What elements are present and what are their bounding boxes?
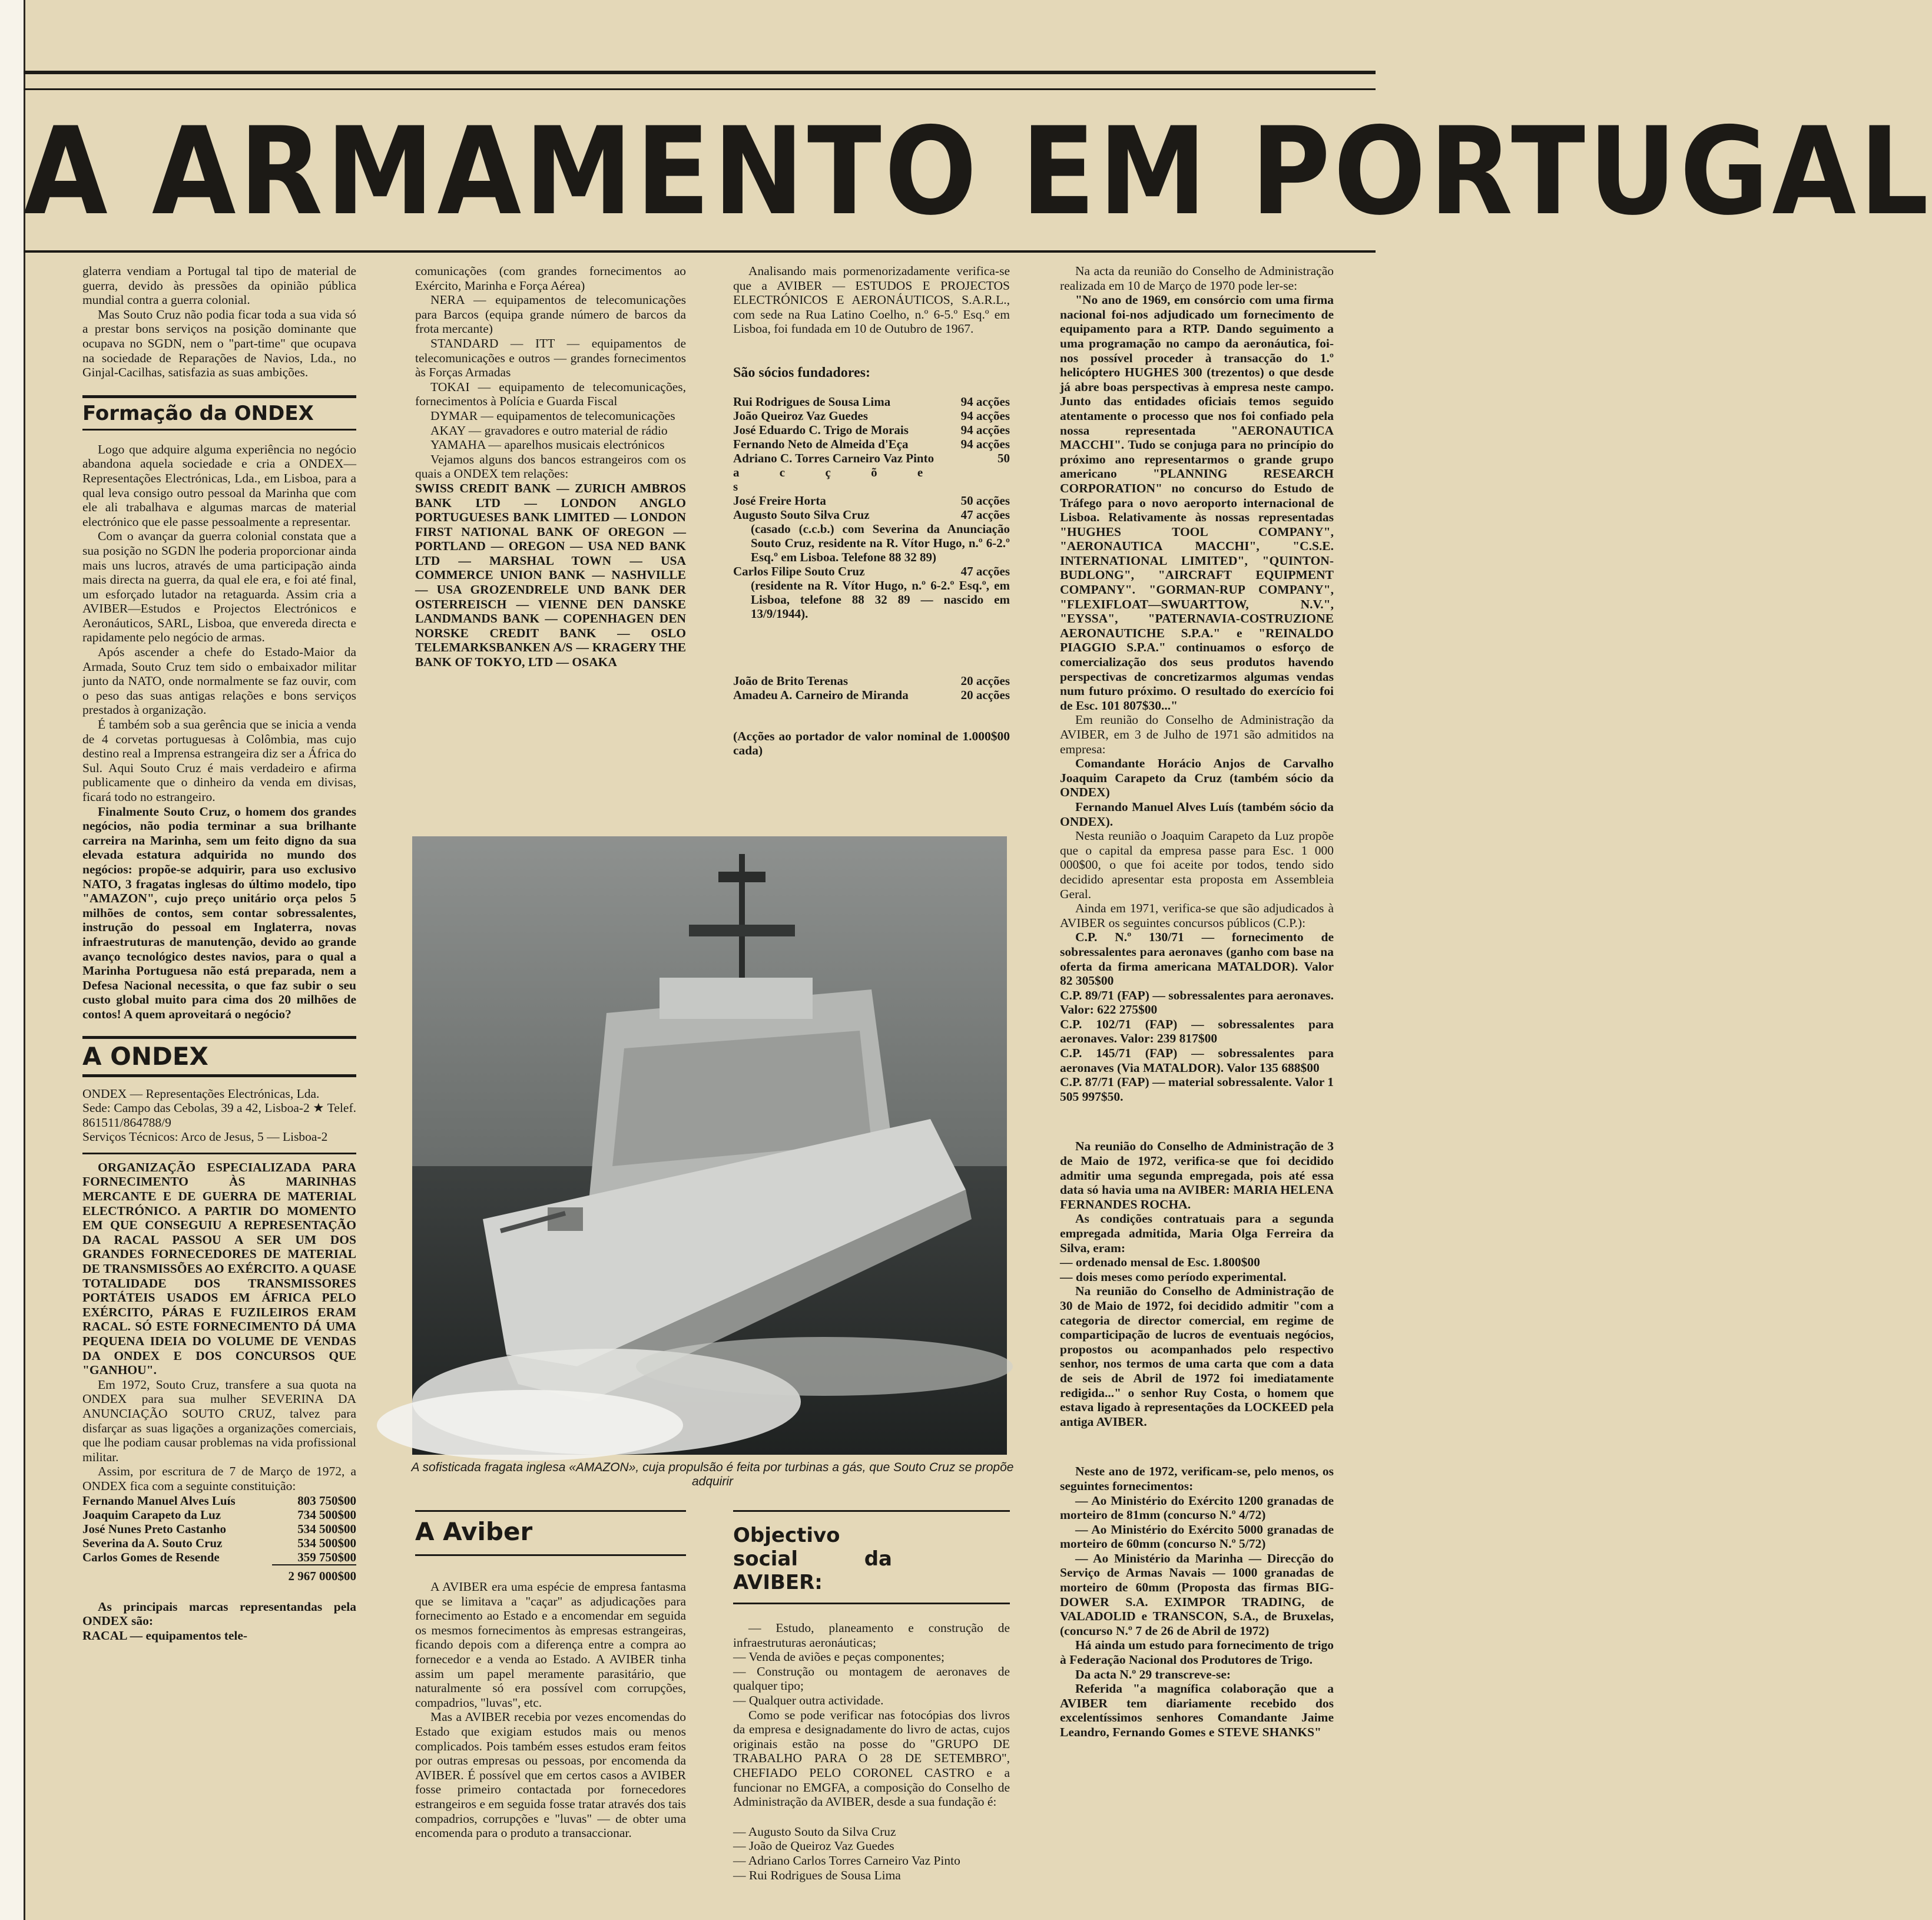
col1-para: Após ascender a chefe do Estado-Maior da Armada, Souto Cruz tem sido o embaixador militar junto da NATO, onde normalmente se faz ouvir, com o peso das suas antigas relações e bons serviços prestados à organização. [82,645,356,717]
col4-para: Nesta reunião o Joaquim Carapeto da Luz propõe que o capital da empresa passe para Esc. 1 000 000$00, o que foi aceite por todos, tendo sido decidido apresentar esta proposta em Assembleia Geral. [1060,829,1334,901]
founder-shares: 94 acções [960,436,1010,451]
founder-shares: 50 acções [960,493,1010,508]
divider [82,1153,356,1154]
column-2 [415,264,686,794]
table-row [82,1508,356,1522]
table-row [733,451,1010,465]
ondex-caps-block: ORGANIZAÇÃO ESPECIALIZADA PARA FORNECIMENTO ÀS MARINHAS MERCANTE E DE GUERRA DE MATERIAL ELECTRÓNICO. A PARTIR DO MOMENTO EM QUE CONSEGUIU A REPRESENTAÇÃO DA RACAL PASSOU A SER UM DOS GRANDES FORNECEDORES DE MATERIAL DE TRANSMISSÕES AO EXÉRCITO. A QUASE TOTALIDADE DOS TRANSMISSORES PORTÁTEIS USADOS EM ÁFRICA PELO EXÉRCITO, PÁRAS E FUZILEIROS ERAM RACAL. SÓ ESTE FORNECIMENTO DÁ UMA PEQUENA IDEIA DO VOLUME DE VENDAS DA ONDEX E DOS CONCURSOS QUE "GANHOU". [82,1160,356,1378]
col4-para: Na reunião do Conselho de Administração de 3 de Maio de 1972, verifica-se que foi decidido admitir uma segunda empregada, pois até essa data só havia uma na AVIBER: MARIA HELENA FERNANDES ROCHA. [1060,1139,1334,1211]
founder-shares [939,465,1010,494]
founder-shares: 20 acções [960,687,1010,702]
objectivo-item: — Qualquer outra actividade. [733,1693,884,1707]
founder-shares: 94 acções [960,408,1010,423]
col2-line: NERA — equipamentos de telecomunicações para Barcos (equipa grande número de barcos da frota mercante) [415,293,686,336]
objectivo-item: — Venda de aviões e peças componentes; [733,1650,945,1664]
founder-shares: 50 [998,451,1010,465]
headline: A ARMAMENTO EM PORTUGAL [24,102,1932,242]
founder-shares: 47 acções [960,564,1010,578]
founder-shares: 94 acções [960,422,1010,437]
objectivo-para: Como se pode verificar nas fotocópias dos livros da empresa e designadamente do livro de actas, cujos originais estão na posse do "GRUPO DE TRABALHO PARA O 28 DE SETEMBRO", CHEFIADO PELO CORONEL CASTRO e a funcionar no EMGFA, a composição do Conselho de Administração da AVIBER, desde a sua fundação é: [733,1707,1010,1809]
divider [733,1510,1010,1512]
bank-list: SWISS CREDIT BANK — ZURICH AMBROS BANK LTD — LONDON ANGLO PORTUGUESES BANK LIMITED — LONDON FIRST NATIONAL BANK OF OREGON — PORTLAND — OREGON — USA NED BANK LTD — MARSHAL TOWN — USA COMMERCE UNION BANK — NASHVILLE — USA GROZENDRELE UND BANK DER OSTERREISCH — VIENNE DEN DANSKE LANDMANDS BANK — COPENHAGEN DEN NORSKE CREDIT BANK — OSLO TELEMARKSBANKEN A/S — KRAGERY THE BANK OF TOKYO, LTD — OSAKA [415,481,686,670]
table-row [733,409,1010,423]
section-title-ondex: A ONDEX [82,1041,208,1071]
col4-para: Fernando Manuel Alves Luís (também sócio da ONDEX). [1060,799,1334,829]
board-member: — Rui Rodrigues de Sousa Lima [733,1868,901,1882]
divider [82,429,356,431]
founder-name: Fernando Neto de Almeida d'Eça [733,436,909,451]
col2-line: AKAY — gravadores e outro material de rádio [430,423,668,438]
col4-para: Na acta da reunião do Conselho de Administração realizada em 10 de Março de 1970 pode ler-se: [1060,264,1334,293]
column-1 [82,264,356,1920]
objectivo-item: — Estudo, planeamento e construção de infraestruturas aeronáuticas; [733,1621,1010,1650]
table-row [733,494,1010,508]
top-rule [24,71,1376,74]
col4-para: Ainda em 1971, verifica-se que são adjudicados à AVIBER os seguintes concursos públicos (C.P.): [1060,901,1334,930]
col4-para: Comandante Horácio Anjos de Carvalho Joaquim Carapeto da Cruz (também sócio da ONDEX) [1060,756,1334,800]
shareholder-name: Carlos Gomes de Resende [82,1550,220,1564]
table-row [733,423,1010,437]
divider [82,1036,356,1039]
col4-para: Referida "a magnífica colaboração que a AVIBER tem diariamente recebido dos excelentíssimos senhores Comandante Jaime Leandro, Fernando Gomes e STEVE SHANKS" [1060,1681,1334,1739]
col1-para: Em 1972, Souto Cruz, transfere a sua quota na ONDEX para sua mulher SEVERINA DA ANUNCIAÇÃO SOUTO CRUZ, talvez para disfarçar as suas ligações a organizações comerciais, que lhe podiam causar problemas na vida profissional militar. [82,1377,356,1464]
table-row [733,578,1010,674]
headline-top-rule [24,88,1376,90]
shareholder-value: 803 750$00 [297,1493,356,1508]
divider [82,1074,356,1077]
table-row [733,564,1010,578]
table-row [733,395,1010,409]
shareholder-name: Severina da A. Souto Cruz [82,1535,223,1550]
frigate-photo [412,836,1007,1455]
photo-caption: A sofisticada fragata inglesa «AMAZON», cuja propulsão é feita por turbinas a gás, que Souto Cruz se propõe adquirir [411,1461,1014,1488]
headline-bottom-rule [24,250,1376,253]
col2-line: YAMAHA — aparelhos musicais electrónicos [430,438,665,452]
col4-para: Da acta N.º 29 transcreve-se: [1075,1667,1231,1681]
col1-para: Finalmente Souto Cruz, o homem dos grandes negócios, não podia terminar a sua brilhante carreira na Marinha, sem um feito digno da sua elevada estatura adquirida no mundo dos negócios: propõe-se adquirir, para uso exclusivo NATO, 3 fragatas inglesas do último modelo, tipo "AMAZON", cujo preço unitário orça pelos 5 milhões de contos, sem contar sobressalentes, instrução do pessoal em Inglaterra, novas infraestruturas de manutenção, devido ao grande avanço tecnológico destes navios, para o qual a Marinha Portuguesa não está preparada, nem a Defesa Nacional necessita, o que faz subir o seu custo global muito para cima dos 20 milhões de contos! A quem aproveitará o negócio? [82,804,356,1021]
col4-para: — ordenado mensal de Esc. 1.800$00 [1060,1255,1260,1270]
table-row [733,508,1010,522]
shareholders-total: 2 967 000$00 [272,1565,356,1583]
table-row [733,465,1010,494]
objectivo-section [733,1508,1010,1920]
founder-shares: 20 acções [960,673,1010,688]
founder-name: Augusto Souto Silva Cruz [733,507,870,522]
col2-line: TOKAI — equipamento de telecomunicações, fornecimentos à Polícia e Guarda Fiscal [415,379,686,409]
col4-para: C.P. 145/71 (FAP) — sobressalentes para aeronaves (Via MATALDOR). Valor 135 688$00 [1060,1046,1334,1075]
board-member: — Adriano Carlos Torres Carneiro Vaz Pinto [733,1853,960,1868]
board-member: — João de Queiroz Vaz Guedes [733,1839,894,1853]
section-title-aviber: A Aviber [415,1517,533,1546]
table-row [82,1522,356,1536]
col4-para: C.P. 89/71 (FAP) — sobressalentes para aeronaves. Valor: 622 275$00 [1060,988,1334,1017]
founder-note: (residente na R. Vítor Hugo, n.º 6-2.º Esq.º, em Lisboa, telefone 88 32 89 — nascido em 13/9/1944). [751,578,1010,621]
aviber-para: Mas a AVIBER recebia por vezes encomendas do Estado que exigiam estudos mais ou menos complicados. Pois também esses estudos eram feitos por outras empresas ou pessoas, por encomenda da AVIBER. É possível que em certos casos a AVIBER fosse primeiro contactada por fornecedores estrangeiros e em seguida fosse tratar através dos tais compadrios, corrupções e "luvas" — de obter uma encomenda para o produto a transaccionar. [415,1710,686,1840]
shareholder-name: José Nunes Preto Castanho [82,1521,227,1536]
col4-para: "No ano de 1969, em consórcio com uma firma nacional foi-nos adjudicado um fornecimento de equipamento para a RTP. Dando seguimento a uma programação no campo da aeronáutica, foi-nos possível proceder à transacção do 1.º helicóptero HUGHES 300 (trezentos) o que desde já abre boas perspectivas à empresa neste campo. Junto das entidades oficiais temos seguido atentamente o processo que nos foi confiado pela nossa representada "AERONAUTICA MACCHI". Tudo se conjuga para no princípio do próximo ano representarmos o grande grupo americano "PLANNING RESEARCH CORPORATION" no concurso do Estudo de Tráfego para o novo aeroporto internacional de Lisboa. Relativamente às nossas representadas "HUGHES TOOL COMPANY", "AERONAUTICA MACCHI", "C.S.E. INTERNATIONAL LIMITED", "QUINTON-BUDLONG", "AIRCRAFT EQUIPMENT COMPANY". "GORMAN-RUP COMPANY", "FLEXIFLOAT—SWUARTTOW, N.V.", "EYSSA", "PATERNAVIA-COSTRUZIONE AERONAUTICHE S.P.A." e "REINALDO PIAGGIO S.P.A." continuamos o esforço de comercialização dos seus produtos havendo perspectivas de concretizarmos algumas vendas num futuro próximo. O resultado do exercício foi de Esc. 101 807$30..." [1060,293,1334,713]
founder-name: a c ç õ e s [733,465,940,494]
founder-name: João Queiroz Vaz Guedes [733,408,868,423]
shareholder-value: 359 750$00 [297,1550,356,1564]
ondex-info-line: ONDEX — Representações Electrónicas, Lda. [82,1086,320,1101]
adjacent-page-edge [0,0,25,1920]
divider [82,395,356,398]
founder-name: Adriano C. Torres Carneiro Vaz Pinto [733,451,934,465]
col4-para: — Ao Ministério da Marinha — Direcção do Serviço de Armas Navais — 1000 granadas de morteiro de 60mm (Proposta das firmas BIG-DOWER S.A. EXIMPOR TRADING, de VALADOLID e TRANSCON, S.A., de Bruxelas, (concurso N.º 7 de 26 de Abril de 1972) [1060,1551,1334,1638]
col4-para: Em reunião do Conselho de Administração da AVIBER, em 3 de Julho de 1971 são admitidos na empresa: [1060,713,1334,756]
col4-para: C.P. N.º 130/71 — fornecimento de sobressalentes para aeronaves (ganho com base na oferta da firma americana MATALDOR). Valor 82 305$00 [1060,930,1334,988]
col4-para: Há ainda um estudo para fornecimento de trigo à Federação Nacional dos Produtores de Trigo. [1060,1638,1334,1667]
col4-para: C.P. 102/71 (FAP) — sobressalentes para aeronaves. Valor: 239 817$00 [1060,1017,1334,1046]
table-row [82,1494,356,1508]
col4-para: As condições contratuais para a segunda empregada admitida, Maria Olga Ferreira da Silva, eram: [1060,1211,1334,1255]
section-title-objectivo: Objectivo social da AVIBER: [733,1524,892,1594]
col1-para: Logo que adquire alguma experiência no negócio abandona aquela sociedade e cria a ONDEX—Representações Electrónicas, Lda., em Lisboa, para a qual leva consigo outro pessoal da Marinha que com ele ali trabalhava e algumas marcas de material electrónico que ele passe pessoalmente a representar. [82,442,356,529]
col1-intro-1: glaterra vendiam a Portugal tal tipo de material de guerra, devido às pressões da opinião pública mundial contra a guerra colonial. [82,264,356,307]
table-row [733,674,1010,688]
col4-para: — dois meses como período experimental. [1060,1269,1287,1284]
table-row [82,1536,356,1550]
socios-title: São sócios fundadores: [733,365,870,380]
col1-intro-2: Mas Souto Cruz não podia ficar toda a sua vida só a prestar bons serviços na posição dominante que ocupava no SGDN, nem o "part-time" que ocupava na sociedade de Reparações de Navios, Lda., no Ginjal-Cacilhas, satisfazia as suas ambições. [82,307,356,380]
divider [733,1603,1010,1604]
shares-note: (Acções ao portador de valor nominal de 1.000$00 cada) [733,729,1010,758]
aviber-founders-table [733,395,1010,702]
col1-para: Com o avançar da guerra colonial constata que a sua posição no SGDN lhe poderia proporcionar ainda mais uns lucros, através de uma participação ainda mais directa na guerra, da qual ele era, e foi até final, um esforçado lutador na retaguarda. Assim cria a AVIBER—Estudos e Projectos Electrónicos e Aeronáuticos, SARL, Lisboa, que envereda directa e rapidamente pelo negócio de armas. [82,529,356,645]
founder-shares: 94 acções [960,394,1010,409]
col1-para: É também sob a sua gerência que se inicia a venda de 4 corvetas portuguesas à Colômbia, mas cujo destino real a Imprensa estrangeira diz ser a África do Sul. Aqui Souto Cruz é mais verdadeiro e afirma publicamente que o dinheiro da venda em divisas, ficará todo no estrangeiro. [82,717,356,804]
table-row [82,1565,356,1583]
shareholder-name: Joaquim Carapeto da Luz [82,1507,221,1522]
col4-para: — Ao Ministério do Exército 5000 granadas de morteiro de 60mm (concurso N.º 5/72) [1060,1522,1334,1551]
ondex-info-line: Sede: Campo das Cebolas, 39 a 42, Lisboa-2 ★ Telef. 861511/864788/9 [82,1101,356,1130]
col4-para: Na reunião do Conselho de Administração de 30 de Maio de 1972, foi decidido admitir "com a categoria de director comercial, em regime de comparticipação de lucros de eventuais negócios, propostos ou acompanhados pelo respectivo senhor, nos termos de uma carta que com a data de seis de Abril de 1972 foi imediatamente redigida..." o senhor Ruy Costa, o homem que estava ligado à representações da LOCKEED pela antiga AVIBER. [1060,1284,1334,1429]
founder-name: Amadeu A. Carneiro de Miranda [733,687,909,702]
divider [415,1554,686,1556]
col1-para: Assim, por escritura de 7 de Março de 1972, a ONDEX fica com a seguinte constituição: [82,1464,356,1493]
founder-shares: 47 acções [960,507,1010,522]
founder-name: Rui Rodrigues de Sousa Lima [733,394,891,409]
shareholder-value: 534 500$00 [297,1535,356,1550]
divider [415,1510,686,1512]
table-row [733,437,1010,451]
objectivo-item: — Construção ou montagem de aeronaves de qualquer tipo; [733,1664,1010,1693]
column-3 [733,264,1010,806]
founder-name: José Eduardo C. Trigo de Morais [733,422,909,437]
aviber-para: A AVIBER era uma espécie de empresa fantasma que se limitava a "caçar" as adjudicações para fornecimento ao Estado e a encomendar em seguida os mesmos fornecimentos às empresas estrangeiras, ficando depois com a diferença entre a compra ao fornecedor e a venda ao Estado. A AVIBER tinha assim um papel meramente parasitário, que naturalmente só era possível com corrupções, compadrios, "luvas", etc. [415,1580,686,1710]
founder-name: José Freire Horta [733,493,826,508]
table-row [733,522,1010,564]
table-row [733,688,1010,702]
founder-name: Carlos Filipe Souto Cruz [733,564,865,578]
ondex-shareholders-table [82,1494,356,1583]
col4-para: Neste ano de 1972, verificam-se, pelo menos, os seguintes fornecimentos: [1060,1464,1334,1493]
founder-name: João de Brito Terenas [733,673,849,688]
board-member: — Augusto Souto da Silva Cruz [733,1824,896,1839]
col3-intro: Analisando mais pormenorizadamente verifica-se que a AVIBER — ESTUDOS E PROJECTOS ELECTRÓNICOS E AERONÁUTICOS, S.A.R.L., com sede na Rua Latino Coelho, n.º 6-5.º Esq.º em Lisboa, foi fundada em 10 de Outubro de 1967. [733,264,1010,336]
col2-line: STANDARD — ITT — equipamentos de telecomunicações e outros — grandes fornecimentos às Forças Armadas [415,336,686,380]
column-4 [1060,264,1334,1920]
shareholder-value: 534 500$00 [297,1521,356,1536]
table-row [82,1550,356,1565]
col2-line: DYMAR — equipamentos de telecomunicações [430,408,675,423]
section-title-formacao: Formação da ONDEX [82,401,314,425]
founder-note: (casado (c.c.b.) com Severina da Anunciação Souto Cruz, residente na R. Vítor Hugo, n.º 6-2.º Esq.º em Lisboa. Telefone 88 32 89) [751,521,1010,564]
ondex-info-line: Serviços Técnicos: Arco de Jesus, 5 — Lisboa-2 [82,1130,328,1144]
shareholder-value: 734 500$00 [297,1507,356,1522]
col1-para: RACAL — equipamentos tele- [82,1628,248,1643]
frigate-image [412,836,1007,1455]
col4-para: C.P. 87/71 (FAP) — material sobressalente. Valor 1 505 997$50. [1060,1075,1334,1104]
col2-line: comunicações (com grandes fornecimentos ao Exército, Marinha e Força Aérea) [415,264,686,293]
col1-para: As principais marcas representandas pela ONDEX são: [82,1599,356,1628]
col4-para: — Ao Ministério do Exército 1200 granadas de morteiro de 81mm (concurso N.º 4/72) [1060,1493,1334,1522]
shareholder-name: Fernando Manuel Alves Luís [82,1493,236,1508]
aviber-section [415,1508,686,1920]
col2-line: Vejamos alguns dos bancos estrangeiros com os quais a ONDEX tem relações: [415,452,686,481]
